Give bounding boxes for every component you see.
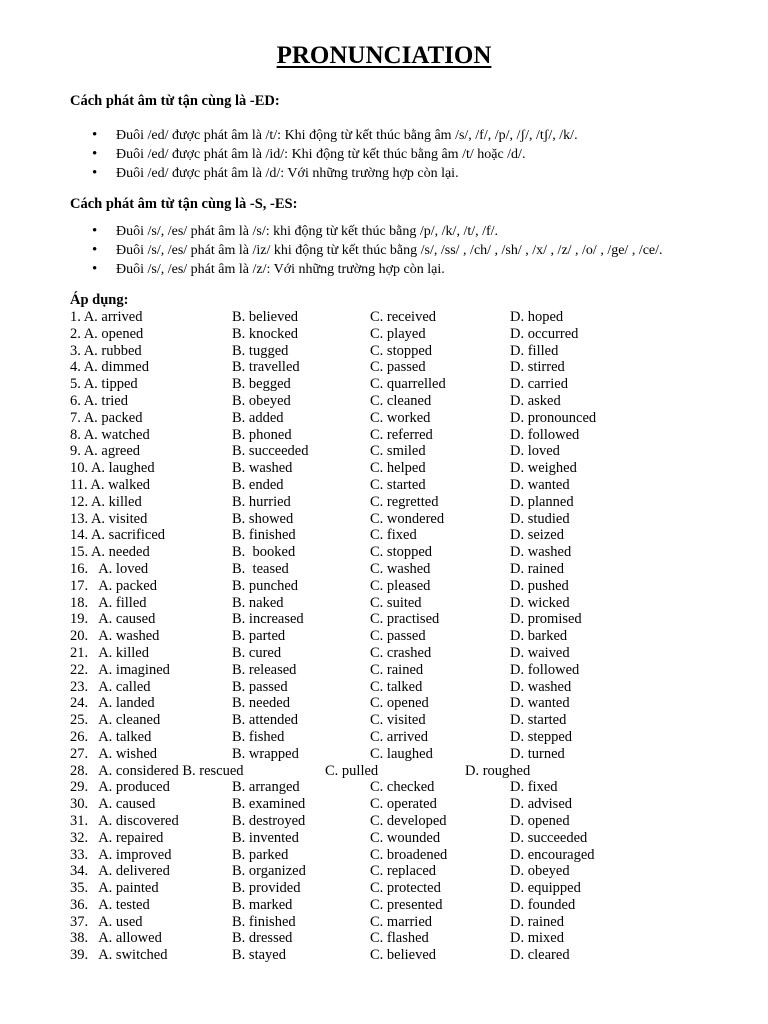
option-a: 19. A. caused	[70, 611, 156, 628]
option-c: C. believed	[370, 947, 437, 964]
option-d: D. washed	[510, 544, 572, 561]
option-a: 18. A. filled	[70, 594, 147, 611]
option-c: C. presented	[370, 896, 443, 913]
option-a: 33. A. improved	[70, 846, 172, 863]
option-b: B. needed	[232, 695, 290, 712]
option-c: C. passed	[370, 628, 426, 645]
option-a: 31. A. discovered	[70, 812, 179, 829]
option-c: C. wondered	[370, 510, 445, 527]
option-c: C. broadened	[370, 846, 448, 863]
option-d: D. seized	[510, 527, 564, 544]
option-c: C. flashed	[370, 930, 429, 947]
option-b: B. begged	[232, 376, 291, 393]
option-a: 34. A. delivered	[70, 863, 170, 880]
option-a: 38. A. allowed	[70, 930, 162, 947]
option-d: D. encouraged	[510, 846, 595, 863]
option-b: B. finished	[232, 913, 296, 930]
option-c: C. washed	[370, 560, 431, 577]
option-b: B. ended	[232, 476, 284, 493]
option-d: D. filled	[510, 342, 559, 359]
option-d: D. succeeded	[510, 829, 588, 846]
option-d: D. wicked	[510, 594, 570, 611]
option-c: C. visited	[370, 712, 426, 729]
option-a: 10. A. laughed	[70, 460, 155, 477]
option-c: C. married	[370, 913, 433, 930]
option-a: 39. A. switched	[70, 947, 168, 964]
option-b: B. attended	[232, 712, 299, 729]
option-b: B. hurried	[232, 493, 291, 510]
option-b: B. fished	[232, 728, 285, 745]
option-c: C. started	[370, 476, 426, 493]
option-d: D. followed	[510, 426, 580, 443]
option-c: C. arrived	[370, 728, 428, 745]
option-a: 8. A. watched	[70, 426, 150, 443]
option-b: B. punched	[232, 577, 299, 594]
option-a: 20. A. washed	[70, 628, 160, 645]
option-d: D. studied	[510, 510, 570, 527]
ed-rule-item: • Đuôi /ed/ được phát âm là /d/: Với những trường hợp còn lại.	[70, 164, 578, 183]
option-c: C. replaced	[370, 863, 437, 880]
option-d: D. rained	[510, 560, 564, 577]
option-d: D. carried	[510, 376, 568, 393]
option-b: B. washed	[232, 460, 293, 477]
option-a: 16. A. loved	[70, 560, 149, 577]
option-a: 24. A. landed	[70, 695, 155, 712]
option-a: 12. A. killed	[70, 493, 142, 510]
option-b: B. phoned	[232, 426, 292, 443]
option-a: 15. A. needed	[70, 544, 150, 561]
option-d: D. washed	[510, 678, 572, 695]
option-c: C. stopped	[370, 544, 433, 561]
option-d: D. loved	[510, 443, 560, 460]
option-b: B. obeyed	[232, 392, 291, 409]
option-a: 25. A. cleaned	[70, 712, 161, 729]
option-b: B. examined	[232, 796, 306, 813]
option-d: D. founded	[510, 896, 576, 913]
option-a: 17. A. packed	[70, 577, 157, 594]
ed-rules-list	[70, 126, 578, 183]
option-a: 27. A. wished	[70, 745, 157, 762]
option-d: D. weighed	[510, 460, 577, 477]
option-c: C. pleased	[370, 577, 431, 594]
option-d: D. cleared	[510, 947, 570, 964]
s-section-heading: Cách phát âm từ tận cùng là -S, -ES:	[70, 196, 298, 212]
option-a: 6. A. tried	[70, 392, 128, 409]
option-d: D. roughed	[465, 762, 531, 779]
option-a: 13. A. visited	[70, 510, 148, 527]
option-b: B. succeeded	[232, 443, 309, 460]
option-a: 2. A. opened	[70, 325, 144, 342]
option-a: 37. A. used	[70, 913, 143, 930]
option-b: B. cured	[232, 644, 282, 661]
option-c: C. stopped	[370, 342, 433, 359]
option-c: C. talked	[370, 678, 423, 695]
option-d: D. occurred	[510, 325, 579, 342]
option-c: C. smiled	[370, 443, 426, 460]
option-b: B. increased	[232, 611, 304, 628]
option-c: C. suited	[370, 594, 422, 611]
option-a: 35. A. painted	[70, 880, 159, 897]
option-b: B. believed	[232, 309, 299, 325]
option-b: B. organized	[232, 863, 306, 880]
option-d: D. opened	[510, 812, 570, 829]
option-d: D. obeyed	[510, 863, 570, 880]
option-a: 28. A. considered B. rescued	[70, 762, 244, 779]
option-a: 29. A. produced	[70, 779, 170, 796]
option-d: D. waived	[510, 644, 570, 661]
option-a: 22. A. imagined	[70, 661, 170, 678]
option-b: B. knocked	[232, 325, 299, 342]
option-c: C. practised	[370, 611, 440, 628]
option-b: B. parked	[232, 846, 289, 863]
option-a: 14. A. sacrificed	[70, 527, 166, 544]
option-d: D. followed	[510, 661, 580, 678]
option-c: C. helped	[370, 460, 426, 477]
option-d: D. wanted	[510, 476, 570, 493]
option-a: 7. A. packed	[70, 409, 143, 426]
option-c: C. passed	[370, 359, 426, 376]
option-b: B. finished	[232, 527, 296, 544]
option-c: C. laughed	[370, 745, 433, 762]
option-d: D. asked	[510, 392, 561, 409]
option-c: C. cleaned	[370, 392, 432, 409]
ed-rule-item: • Đuôi /ed/ được phát âm là /t/: Khi động từ kết thúc bằng âm /s/, /f/, /p/, /ʃ/, /tʃ/, /k/.	[70, 126, 578, 145]
option-c: C. regretted	[370, 493, 439, 510]
s-rule-item: • Đuôi /s/, /es/ phát âm là /s/: khi động từ kết thúc bằng /p/, /k/, /t/, /f/.	[70, 222, 663, 241]
option-d: D. hoped	[510, 309, 564, 325]
option-b: B. booked	[232, 544, 296, 561]
option-d: D. pronounced	[510, 409, 597, 426]
option-a: 26. A. talked	[70, 728, 152, 745]
option-d: D. fixed	[510, 779, 558, 796]
option-a: 21. A. killed	[70, 644, 149, 661]
option-d: D. equipped	[510, 880, 581, 897]
option-d: D. rained	[510, 913, 564, 930]
option-a: 5. A. tipped	[70, 376, 138, 393]
option-d: D. barked	[510, 628, 568, 645]
option-d: D. promised	[510, 611, 582, 628]
option-b: B. released	[232, 661, 297, 678]
ed-section-heading: Cách phát âm từ tận cùng là -ED:	[70, 93, 280, 109]
option-c: C. checked	[370, 779, 435, 796]
option-c: C. opened	[370, 695, 429, 712]
option-b: B. passed	[232, 678, 288, 695]
option-d: D. stirred	[510, 359, 565, 376]
option-c: C. protected	[370, 880, 441, 897]
option-a: 36. A. tested	[70, 896, 150, 913]
option-c: C. crashed	[370, 644, 432, 661]
option-c: C. operated	[370, 796, 437, 813]
option-d: D. turned	[510, 745, 565, 762]
option-a: 23. A. called	[70, 678, 151, 695]
option-a: 32. A. repaired	[70, 829, 164, 846]
option-a: 11. A. walked	[70, 476, 151, 493]
option-d: D. pushed	[510, 577, 569, 594]
option-b: B. provided	[232, 880, 301, 897]
option-b: B. added	[232, 409, 284, 426]
option-c: C. developed	[370, 812, 447, 829]
option-a: 30. A. caused	[70, 796, 156, 813]
option-b: B. parted	[232, 628, 286, 645]
option-d: D. stepped	[510, 728, 573, 745]
option-b: B. showed	[232, 510, 294, 527]
option-d: D. started	[510, 712, 567, 729]
option-c: C. wounded	[370, 829, 441, 846]
option-b: B. invented	[232, 829, 299, 846]
option-c: C. quarrelled	[370, 376, 446, 393]
option-d: D. planned	[510, 493, 574, 510]
option-b: B. tugged	[232, 342, 289, 359]
option-c: C. referred	[370, 426, 433, 443]
ed-rule-item: • Đuôi /ed/ được phát âm là /id/: Khi động từ kết thúc bằng âm /t/ hoặc /d/.	[70, 145, 578, 164]
option-a: 9. A. agreed	[70, 443, 141, 460]
option-d: D. advised	[510, 796, 573, 813]
option-a: 3. A. rubbed	[70, 342, 142, 359]
option-c: C. played	[370, 325, 426, 342]
option-b: B. wrapped	[232, 745, 299, 762]
option-a: 4. A. dimmed	[70, 359, 149, 376]
exercise-heading: Áp dụng:	[70, 292, 129, 308]
s-rule-item: • Đuôi /s/, /es/ phát âm là /iz/ khi động từ kết thúc bằng /s/, /ss/ , /ch/ , /sh/ , /x/ , /z/ , /o/ , /ge/ , /ce/.	[70, 241, 663, 260]
option-c: C. fixed	[370, 527, 417, 544]
option-b: B. arranged	[232, 779, 300, 796]
option-c: C. pulled	[325, 762, 379, 779]
option-a: 1. A. arrived	[70, 309, 143, 325]
option-c: C. rained	[370, 661, 424, 678]
option-c: C. worked	[370, 409, 431, 426]
s-rules-list	[70, 222, 663, 279]
option-c: C. received	[370, 309, 437, 325]
option-d: D. wanted	[510, 695, 570, 712]
option-b: B. teased	[232, 560, 289, 577]
option-b: B. dressed	[232, 930, 293, 947]
option-b: B. naked	[232, 594, 284, 611]
s-rule-item: • Đuôi /s/, /es/ phát âm là /z/: Với những trường hợp còn lại.	[70, 260, 663, 279]
option-b: B. marked	[232, 896, 293, 913]
page-title: PRONUNCIATION	[276, 42, 492, 69]
option-b: B. stayed	[232, 947, 286, 964]
option-b: B. travelled	[232, 359, 300, 376]
option-d: D. mixed	[510, 930, 564, 947]
option-b: B. destroyed	[232, 812, 306, 829]
